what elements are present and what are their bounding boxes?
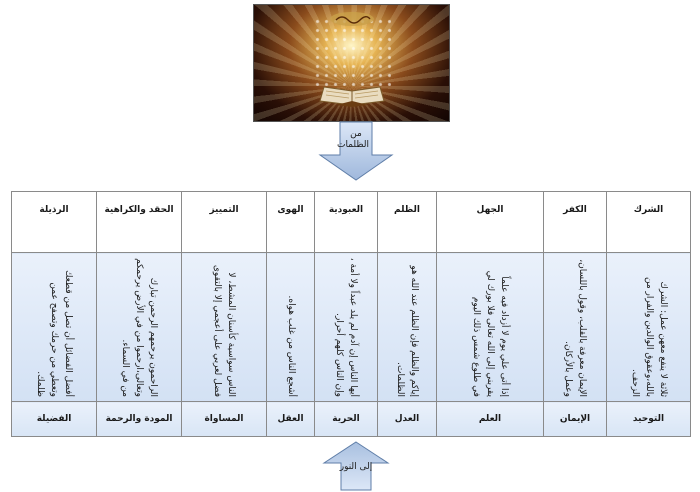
quote-text: إياكم والظلم فإن الظلم عند الله هو الظلمات. [395,265,419,397]
table-header-row [12,192,691,253]
header-cell-7: التمييز [182,192,267,253]
header-cell-4: الظلم [378,192,437,253]
table-body-row [12,253,691,402]
body-cell-3 [437,253,544,402]
header-cell-8: الحقد والكراهية [97,192,182,253]
footer-cell-4: العدل [378,402,437,437]
footer-cell-5: الحرية [315,402,378,437]
footer-cell-2: الإيمان [544,402,607,437]
body-cell-8 [97,253,182,402]
body-cell-2 [544,253,607,402]
body-cell-9 [12,253,97,402]
body-cell-4 [378,253,437,402]
quote-text: إذا أتى علي يوم لا أزداد فيه علماً يقربني إلى الله تعالى فلا بورك لي في طلوع شمس ذلك اليوم [471,270,509,397]
down-arrow-label: من الظلمات [336,129,369,150]
quote-text: الإيمان معرفة بالقلب، وقول باللسان، وعمل بالأركان. [563,259,587,397]
quote-text: ثلاثة لا ينفع معهن عمل: الشرك بالله،وعقوق الوالدين والفرار من الزحف. [629,276,668,397]
quran-image [253,4,450,122]
light-sparkles [313,17,391,87]
calligraphy-badge-icon [328,11,376,27]
header-cell-9: الرذيلة [12,192,97,253]
up-arrow-label: إلى النور [339,462,373,472]
footer-cell-6: العقل [267,402,315,437]
quote-text: أشجع الناس من غلب هواه. [285,295,296,397]
footer-cell-7: المساواة [182,402,267,437]
quote-text: أفضل الفضائل أن تصل من قطعك وتعطي من حرمك وتصفح عمن ظلمك. [35,270,73,397]
quote-text: أيها الناس إن آدم لم يلد عبداً ولا أمة ، وإن الناس كلهم أحرار. [334,257,358,397]
footer-cell-1: التوحيد [607,402,691,437]
quote-text: الناس سواسية كأسنان المشط، لا فضل لعربي على أعجمي إلا بالتقوى [212,264,236,397]
footer-cell-9: الفضيلة [12,402,97,437]
header-cell-2: الكفر [544,192,607,253]
body-cell-7 [182,253,267,402]
quote-text: الراحمون يرحمهم الرحمن تبارك وتعالى،ارحموا من في الأرض يرحمكم من في السماء. [120,258,158,397]
table-footer-row [12,402,691,437]
concepts-table [11,191,691,437]
footer-cell-3: العلم [437,402,544,437]
body-cell-1 [607,253,691,402]
header-cell-6: الهوى [267,192,315,253]
header-cell-1: الشرك [607,192,691,253]
header-cell-3: الجهل [437,192,544,253]
body-cell-5 [315,253,378,402]
header-cell-5: العبودية [315,192,378,253]
body-cell-6 [267,253,315,402]
footer-cell-8: المودة والرحمة [97,402,182,437]
open-book-icon [316,81,388,107]
